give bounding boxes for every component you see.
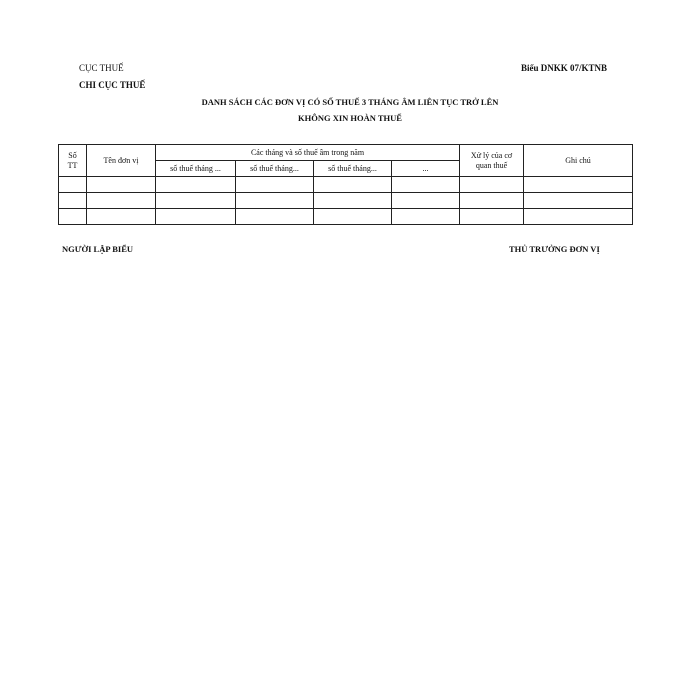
table-cell xyxy=(156,209,236,225)
subheader-month-2: số thuế tháng... xyxy=(236,161,314,177)
form-code: Biểu DNKK 07/KTNB xyxy=(521,63,608,73)
table-cell xyxy=(59,193,87,209)
table-cell xyxy=(314,177,392,193)
table-cell xyxy=(156,177,236,193)
table-cell xyxy=(59,177,87,193)
table-cell xyxy=(392,177,460,193)
subheader-month-1: số thuế tháng ... xyxy=(156,161,236,177)
table-cell xyxy=(460,193,524,209)
document-subtitle: KHÔNG XIN HOÀN THUẾ xyxy=(298,113,402,123)
table-row xyxy=(59,209,633,225)
head-of-unit-signature-label: THỦ TRƯỞNG ĐƠN VỊ xyxy=(509,244,600,254)
table-cell xyxy=(314,209,392,225)
table-header-row xyxy=(59,145,633,161)
header-note: Ghi chú xyxy=(524,145,633,177)
table-cell xyxy=(87,193,156,209)
document-title: DANH SÁCH CÁC ĐƠN VỊ CÓ SỐ THUẾ 3 THÁNG ÂM LIÊN TỤC TRỞ LÊN xyxy=(201,97,499,107)
table-cell xyxy=(460,209,524,225)
table-cell xyxy=(59,209,87,225)
table-cell xyxy=(392,193,460,209)
table-cell xyxy=(87,209,156,225)
table-cell xyxy=(524,209,633,225)
table-row xyxy=(59,193,633,209)
table-cell xyxy=(524,177,633,193)
header-unit-name: Tên đơn vị xyxy=(87,145,156,177)
table-cell xyxy=(236,209,314,225)
header-stt xyxy=(59,145,87,177)
table-cell xyxy=(156,193,236,209)
table-cell xyxy=(392,209,460,225)
sub-agency-label: CHI CỤC THUẾ xyxy=(79,80,146,90)
subheader-month-3: số thuế tháng... xyxy=(314,161,392,177)
table-cell xyxy=(460,177,524,193)
preparer-signature-label: NGƯỜI LẬP BIỂU xyxy=(62,244,134,254)
header-tax-handling-line1: Xử lý của cơ xyxy=(470,150,513,160)
table-cell xyxy=(236,193,314,209)
table-cell xyxy=(87,177,156,193)
table-row xyxy=(59,177,633,193)
agency-label: CỤC THUẾ xyxy=(79,63,124,73)
header-stt-line1: Số xyxy=(68,150,77,160)
report-table xyxy=(58,144,633,225)
table-cell xyxy=(524,193,633,209)
table-cell xyxy=(314,193,392,209)
table-cell xyxy=(236,177,314,193)
header-tax-handling xyxy=(460,145,524,177)
header-month-group: Các tháng và số thuế âm trong năm xyxy=(156,145,460,161)
header-stt-line2: TT xyxy=(67,160,78,170)
header-tax-handling-line2: quan thuế xyxy=(475,160,508,170)
subheader-month-more: ... xyxy=(392,161,460,177)
